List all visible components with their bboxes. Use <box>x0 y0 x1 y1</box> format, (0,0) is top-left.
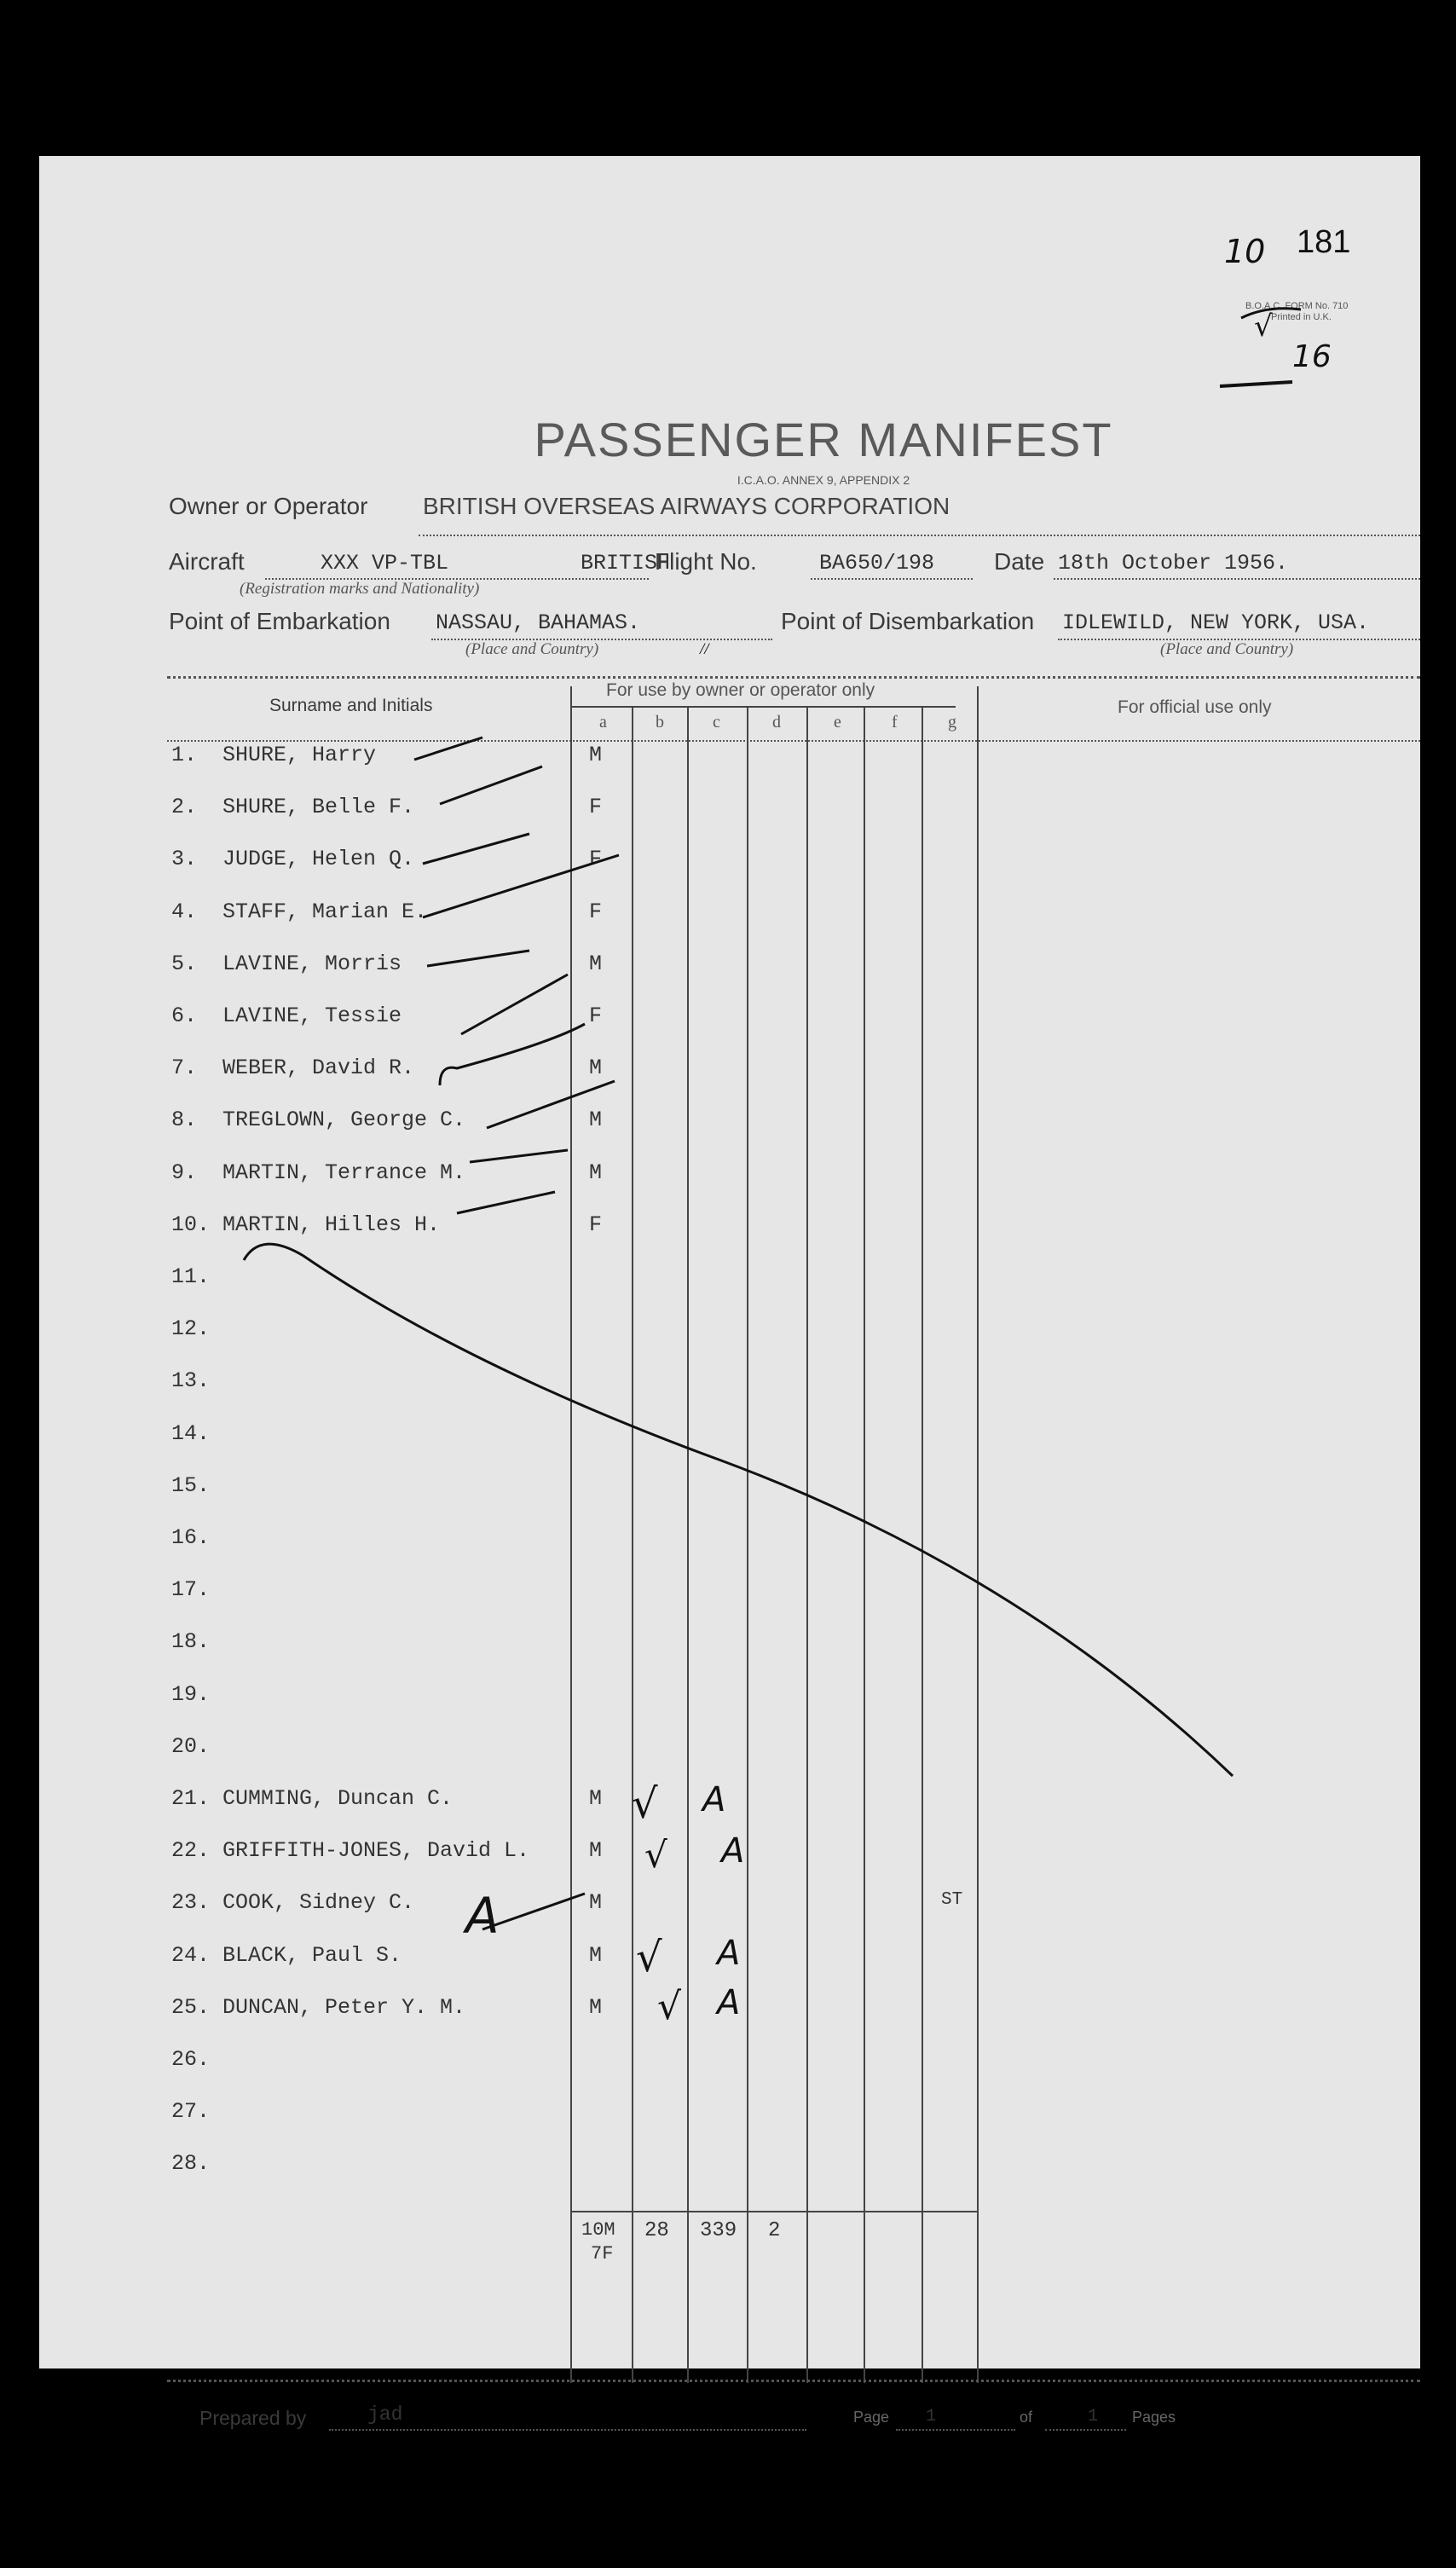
row-number: 26. <box>171 2047 211 2072</box>
passenger-sex: F <box>589 1212 603 1237</box>
pages-label: Pages <box>1132 2409 1176 2426</box>
mark-row-25: A <box>717 1983 741 2022</box>
passenger-sex: M <box>589 1994 603 2020</box>
check-row-24: √ <box>636 1934 662 1981</box>
surname-header: Surname and Initials <box>269 696 433 715</box>
corner-number-handwritten: 16 <box>1292 339 1332 374</box>
row-number: 12. <box>171 1316 211 1342</box>
mark-row-22: A <box>721 1831 745 1871</box>
row-number: 7. <box>171 1056 198 1081</box>
form-reference-line1: B.O.A.C. FORM No. 710 <box>1245 301 1349 311</box>
row-number: 19. <box>171 1681 211 1707</box>
row-number: 15. <box>171 1472 211 1498</box>
embark-value: NASSAU, BAHAMAS. <box>436 610 641 635</box>
row-number: 21. <box>171 1786 211 1811</box>
prepared-by-label: Prepared by <box>199 2407 307 2429</box>
row-number: 25. <box>171 1994 211 2020</box>
of-value: 1 <box>1088 2407 1099 2426</box>
passenger-name: GRIFFITH-JONES, David L. <box>222 1838 530 1864</box>
form-title: PASSENGER MANIFEST <box>534 413 1113 466</box>
passenger-name: LAVINE, Tessie <box>222 1003 402 1028</box>
flight-value: BA650/198 <box>819 551 935 575</box>
prepared-by-line <box>329 2429 806 2431</box>
embark-tick: // <box>700 640 709 658</box>
passenger-sex: M <box>589 1838 603 1864</box>
page-label: Page <box>853 2409 890 2426</box>
prepared-by-value: jad <box>367 2403 403 2426</box>
passenger-name: TREGLOWN, George C. <box>222 1108 466 1133</box>
passenger-sex: M <box>589 1890 603 1916</box>
col-letter-c: c <box>713 713 720 732</box>
embark-label: Point of Embarkation <box>169 608 390 634</box>
total-d: 2 <box>768 2219 781 2242</box>
registration-note: (Registration marks and Nationality) <box>240 580 480 598</box>
passenger-sex: M <box>589 951 603 976</box>
date-value: 18th October 1956. <box>1058 551 1289 575</box>
row-number: 2. <box>171 795 198 820</box>
owner-value: BRITISH OVERSEAS AIRWAYS CORPORATION <box>423 493 950 519</box>
row-number: 4. <box>171 899 198 924</box>
page-value: 1 <box>926 2407 937 2426</box>
passenger-sex: M <box>589 743 603 767</box>
row-number: 11. <box>171 1264 211 1289</box>
check-mark-corner: √ <box>1254 309 1273 344</box>
row-number: 28. <box>171 2151 211 2177</box>
passenger-sex: M <box>589 1160 603 1185</box>
mark-row-24: A <box>717 1934 741 1973</box>
passenger-name: BLACK, Paul S. <box>222 1942 402 1968</box>
row-number: 6. <box>171 1003 198 1028</box>
disembark-label: Point of Disembarkation <box>781 608 1035 634</box>
row-number: 14. <box>171 1420 211 1446</box>
passenger-name: WEBER, David R. <box>222 1056 415 1081</box>
flight-label: Flight No. <box>655 548 757 575</box>
row-number: 1. <box>171 743 198 767</box>
passenger-name: SHURE, Belle F. <box>222 795 415 820</box>
row-number: 20. <box>171 1733 211 1759</box>
passenger-name: CUMMING, Duncan C. <box>222 1786 454 1811</box>
passenger-sex: F <box>589 1003 603 1028</box>
row-number: 3. <box>171 847 198 872</box>
row-number: 22. <box>171 1838 211 1864</box>
date-label: Date <box>994 548 1045 575</box>
row-number: 9. <box>171 1160 198 1185</box>
passenger-sex: M <box>589 1056 603 1081</box>
passenger-sex: M <box>589 1942 603 1968</box>
check-row-25: √ <box>657 1985 682 2028</box>
aircraft-value: XXX VP-TBL <box>321 551 449 575</box>
col-letter-g: g <box>948 713 956 732</box>
passenger-name: LAVINE, Morris <box>222 951 402 976</box>
form-reference-line2: Printed in U.K. <box>1271 312 1332 322</box>
disembark-value: IDLEWILD, NEW YORK, USA. <box>1062 610 1370 635</box>
passenger-name: MARTIN, Hilles H. <box>222 1212 441 1237</box>
aircraft-label: Aircraft <box>169 548 245 575</box>
col-letter-e: e <box>834 713 841 732</box>
row-number: 5. <box>171 951 198 976</box>
passenger-sex: F <box>589 847 603 872</box>
row-number: 27. <box>171 2099 211 2125</box>
col-letter-f: f <box>892 713 898 732</box>
page-number-handwritten: 10 <box>1224 233 1266 270</box>
page-line <box>896 2429 1015 2431</box>
col-letter-b: b <box>656 713 664 732</box>
check-row-21: √ <box>632 1780 658 1828</box>
total-a-line2: 7F <box>591 2243 614 2264</box>
embark-note: (Place and Country) <box>465 640 599 658</box>
table-bottom-line <box>167 2380 1420 2382</box>
passenger-name: MARTIN, Terrance M. <box>222 1160 466 1185</box>
form-subtitle: I.C.A.O. ANNEX 9, APPENDIX 2 <box>737 473 910 487</box>
owner-use-header: For use by owner or operator only <box>606 680 875 700</box>
passenger-name: DUNCAN, Peter Y. M. <box>222 1994 466 2020</box>
row-number: 10. <box>171 1212 211 1237</box>
manifest-sheet <box>39 156 1420 2429</box>
row-number: 8. <box>171 1108 198 1133</box>
check-row-22: √ <box>644 1834 667 1876</box>
row-number: 23. <box>171 1890 211 1916</box>
passenger-name: JUDGE, Helen Q. <box>222 847 415 872</box>
of-line <box>1045 2429 1126 2431</box>
mark-row-21: A <box>702 1780 726 1819</box>
row-number: 18. <box>171 1629 211 1655</box>
passenger-sex: M <box>589 1786 603 1811</box>
passenger-name: STAFF, Marian E. <box>222 899 428 924</box>
col-letter-d: d <box>772 713 781 732</box>
official-use-header: For official use only <box>1118 697 1272 717</box>
row-number: 16. <box>171 1525 211 1550</box>
page-number-stamp: 181 <box>1297 224 1351 260</box>
total-b: 28 <box>644 2219 669 2242</box>
passenger-sex: M <box>589 1108 603 1133</box>
owner-label: Owner or Operator <box>169 493 368 519</box>
row-col-g-value: ST <box>941 1890 963 1911</box>
disembark-note: (Place and Country) <box>1160 640 1294 658</box>
total-c: 339 <box>700 2219 737 2242</box>
handwritten-strokes <box>39 156 1420 2368</box>
col-letter-a: a <box>599 713 607 732</box>
passenger-name: COOK, Sidney C. <box>222 1890 415 1916</box>
passenger-sex: F <box>589 899 603 924</box>
of-label: of <box>1020 2409 1033 2426</box>
row-number: 24. <box>171 1942 211 1968</box>
row-number: 13. <box>171 1368 211 1394</box>
total-a-line1: 10M <box>581 2219 615 2241</box>
passenger-sex: F <box>589 795 603 820</box>
row-number: 17. <box>171 1577 211 1603</box>
nationality-value: BRITISH <box>581 551 671 575</box>
side-mark-row-23: A <box>465 1887 500 1945</box>
passenger-name: SHURE, Harry <box>222 743 377 767</box>
